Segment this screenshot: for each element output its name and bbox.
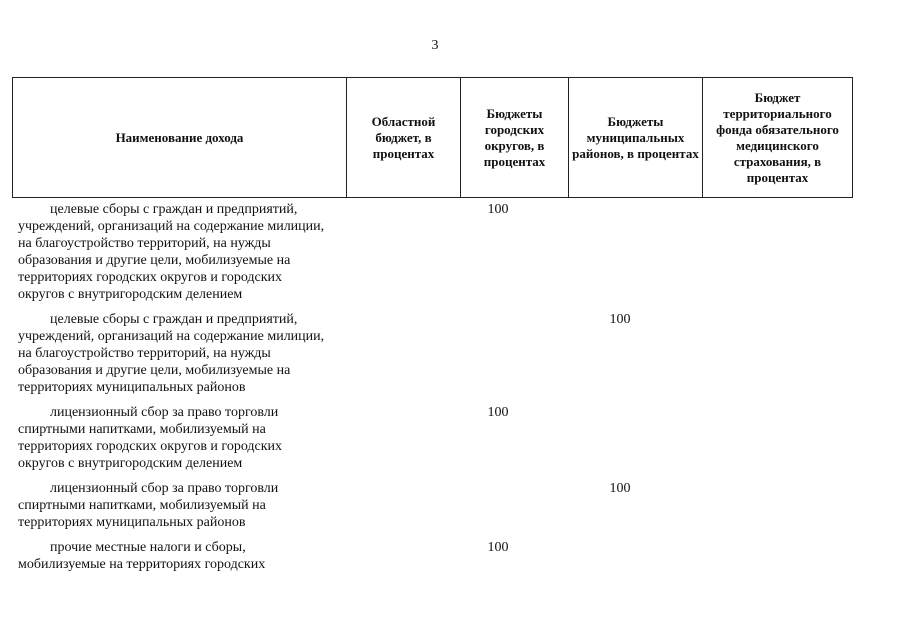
income-name: лицензионный сбор за право торговли спиртными напитками, мобилизуемый на территориях муниципальных районов: [18, 481, 279, 530]
regional-value: [330, 539, 442, 573]
municipal-districts-value: [554, 539, 686, 573]
header-regional-budget: Областной бюджет, в процентах: [347, 78, 461, 198]
health-fund-value: [686, 311, 836, 396]
income-name: лицензионный сбор за право торговли спиртными напитками, мобилизуемый на территориях городских округов и городских округов с внутригородским делением: [18, 405, 283, 471]
header-income-name: Наименование дохода: [13, 78, 347, 198]
income-name: целевые сборы с граждан и предприятий, учреждений, организаций на содержание милиции, на благоустройство территорий, на нужды образования и другие цели, мобилизуемые на территориях городских округов и городских округов с внутригородским делением: [18, 202, 325, 302]
regional-value: [330, 311, 442, 396]
municipal-districts-value: [554, 201, 686, 303]
municipal-districts-value: 100: [609, 481, 631, 496]
municipal-districts-value: [554, 404, 686, 472]
city-districts-value: [442, 311, 554, 396]
header-health-fund-budget: Бюджет территориального фонда обязательного медицинского страхования, в процентах: [703, 78, 853, 198]
health-fund-value: [686, 404, 836, 472]
health-fund-value: [686, 539, 836, 573]
table-row: [0, 311, 905, 396]
city-districts-value: 100: [487, 405, 509, 420]
city-districts-value: 100: [487, 540, 509, 555]
table-body: [0, 201, 905, 573]
regional-value: [330, 480, 442, 531]
municipal-districts-value: 100: [609, 312, 631, 327]
table-row: [0, 480, 905, 531]
page-number: 3: [431, 38, 439, 53]
city-districts-value: [442, 480, 554, 531]
table-row: [0, 201, 905, 303]
header-city-districts-budget: Бюджеты городских округов, в процентах: [461, 78, 569, 198]
city-districts-value: 100: [487, 202, 509, 217]
income-name: целевые сборы с граждан и предприятий, учреждений, организаций на содержание милиции, на благоустройство территорий, на нужды образования и другие цели, мобилизуемые на территориях муниципальных районов: [18, 312, 325, 395]
regional-value: [330, 201, 442, 303]
income-name: прочие местные налоги и сборы, мобилизуемые на территориях городских: [18, 540, 266, 572]
table-row: [0, 404, 905, 472]
regional-value: [330, 404, 442, 472]
header-municipal-districts-budget: Бюджеты муниципальных районов, в процентах: [569, 78, 703, 198]
table-header: [12, 77, 853, 198]
health-fund-value: [686, 480, 836, 531]
table-row: [0, 539, 905, 573]
health-fund-value: [686, 201, 836, 303]
